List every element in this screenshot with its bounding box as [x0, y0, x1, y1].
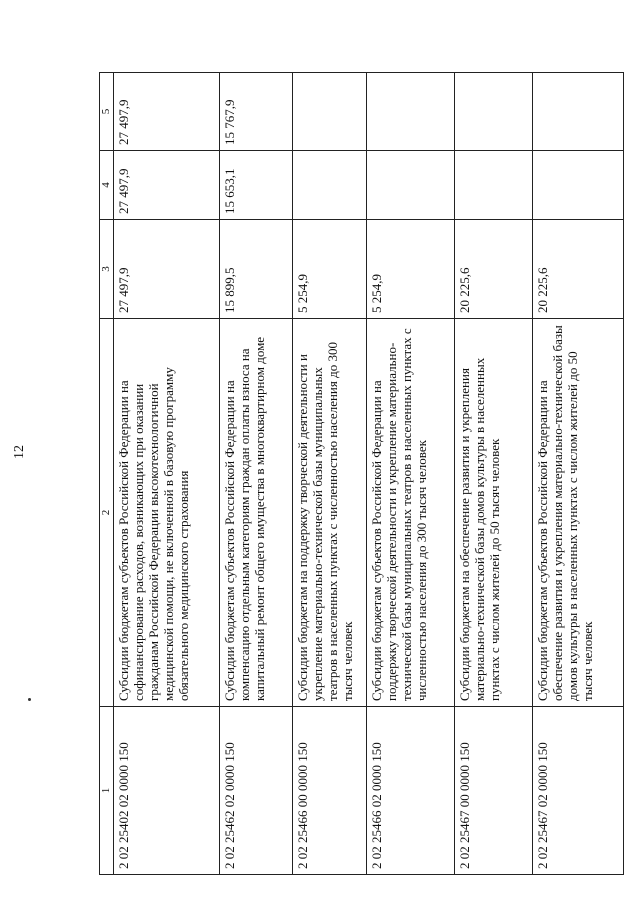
- budget-code-cell: 2 02 25402 02 0000 150: [114, 707, 220, 875]
- table-row: [114, 73, 220, 875]
- value-col4-cell: [367, 151, 455, 220]
- value-col4-cell: 27 497,9: [114, 151, 220, 220]
- value-col5-cell: 15 767,9: [220, 73, 293, 151]
- table-row: [220, 73, 293, 875]
- budget-code-cell: 2 02 25466 02 0000 150: [367, 707, 455, 875]
- scan-dot: [28, 698, 31, 701]
- value-col5-cell: 27 497,9: [114, 73, 220, 151]
- value-col4-cell: [533, 151, 624, 220]
- value-col4-cell: [455, 151, 533, 220]
- value-col5-cell: [367, 73, 455, 151]
- column-header: 1: [100, 707, 114, 875]
- description-cell: Субсидии бюджетам субъектов Российской Федерации на компенсацию отдельным категориям граждан оплаты взноса на капитальный ремонт общего имущества в многоквартирном доме: [220, 319, 293, 707]
- column-header: 4: [100, 151, 114, 220]
- value-col4-cell: 15 653,1: [220, 151, 293, 220]
- column-header: 5: [100, 73, 114, 151]
- value-col3-cell: 27 497,9: [114, 220, 220, 319]
- page-number: 12: [12, 445, 27, 459]
- budget-code-cell: 2 02 25467 02 0000 150: [533, 707, 624, 875]
- value-col3-cell: 20 225,6: [455, 220, 533, 319]
- column-header: 3: [100, 220, 114, 319]
- budget-code-cell: 2 02 25467 00 0000 150: [455, 707, 533, 875]
- table-row: [455, 73, 533, 875]
- value-col5-cell: [533, 73, 624, 151]
- description-cell: Субсидии бюджетам на обеспечение развития и укрепления материально-технической базы домов культуры в населенных пунктах с числом жителей до 50 тысяч человек: [455, 319, 533, 707]
- value-col3-cell: 20 225,6: [533, 220, 624, 319]
- description-cell: Субсидии бюджетам субъектов Российской Федерации на обеспечение развития и укрепления материально-технической базы домов культуры в населенных пунктах с числом жителей до 50 тысяч человек: [533, 319, 624, 707]
- description-cell: Субсидии бюджетам субъектов Российской Федерации на софинансирование расходов, возникающих при оказании гражданам Российской Федерации высокотехнологичной медицинской помощи, не включенной в базовую программу обязательного медицинского страхования: [114, 319, 220, 707]
- table-row: [367, 73, 455, 875]
- value-col3-cell: 5 254,9: [367, 220, 455, 319]
- column-header: 2: [100, 319, 114, 707]
- budget-table: [99, 72, 624, 875]
- value-col5-cell: [455, 73, 533, 151]
- value-col5-cell: [293, 73, 367, 151]
- value-col3-cell: 5 254,9: [293, 220, 367, 319]
- table-row: [293, 73, 367, 875]
- value-col4-cell: [293, 151, 367, 220]
- budget-code-cell: 2 02 25462 02 0000 150: [220, 707, 293, 875]
- budget-code-cell: 2 02 25466 00 0000 150: [293, 707, 367, 875]
- table-row: [533, 73, 624, 875]
- table-header-row: [100, 73, 114, 875]
- description-cell: Субсидии бюджетам на поддержку творческой деятельности и укрепление материально-технической базы муниципальных театров в населенных пунктах с численностью населения до 300 тысяч человек: [293, 319, 367, 707]
- value-col3-cell: 15 899,5: [220, 220, 293, 319]
- rotated-table-wrapper: [99, 73, 624, 875]
- description-cell: Субсидии бюджетам субъектов Российской Федерации на поддержку творческой деятельности и укрепление материально-технической базы муниципальных театров в населенных пунктах с численностью населения до 300 тысяч человек: [367, 319, 455, 707]
